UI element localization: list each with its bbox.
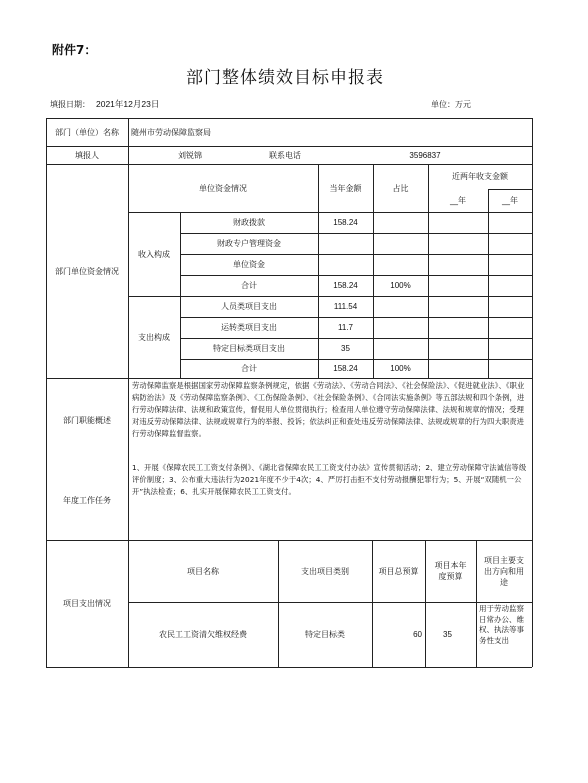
- project-usage-header: 项目主要支出方向和用途: [484, 555, 524, 587]
- income-row-name: 单位资金: [233, 260, 265, 269]
- unit-label: 单位：万元: [431, 100, 471, 109]
- fill-date-label: 填报日期：: [50, 100, 90, 109]
- attachment-label: 附件7：: [52, 43, 97, 57]
- project-year-budget: 35: [443, 630, 452, 639]
- tasks-text: 1、开展《保障农民工工资支付条例》、《湖北省保障农民工工资支付办法》宣传贯彻活动；2、建立劳动保障守法诚信等级评价制度；3、公布重大违法行为2021年度不少于4次；4、严厉打击拒不支付劳动报酬犯罪行为；5、开展“双随机一公开”执法检查；6、扎实开展保障农民工工资支付。: [132, 463, 527, 496]
- fill-date: 2021年12月23日: [96, 99, 160, 109]
- income-row-name: 财政拨款: [233, 218, 265, 227]
- expense-label: 支出构成: [138, 332, 170, 342]
- page-title: 部门整体绩效目标申报表: [186, 68, 384, 88]
- funds-overall-header: 单位资金情况: [199, 183, 247, 193]
- year-a-header: __年: [450, 196, 466, 205]
- dept-name-label: 部门（单位）名称: [55, 127, 119, 137]
- project-usage: 用于劳动监察日常办公、维权、执法等事务性支出: [479, 604, 524, 645]
- funds-section-label: 部门单位资金情况: [55, 266, 119, 276]
- expense-row-name: 人员类项目支出: [221, 302, 277, 311]
- dept-name-value: 随州市劳动保障监察局: [131, 127, 211, 137]
- project-category: 特定目标类: [305, 630, 345, 639]
- duties-text: 劳动保障监察是根据国家劳动保障监察条例规定，依据《劳动法》、《劳动合同法》、《社会保险法》、《促进就业法》、《职业病防治法》及《劳动保障监察条例》、《工伤保险条例》、《社会保险条例》、《合同法实施条例》等五部法规和四个条例，进行劳动保障法律、法规和政策宣传，督促用人单位贯彻执行；检查用人单位遵守劳动保障法律、法规和规章的情况；受理对违反劳动保障法律、法规或规章行为的举报、投诉；依法纠正和查处违反劳动保障法律、法规或规章的行为四大职责进行劳动保障监督监察。: [132, 381, 525, 438]
- income-row-name: 财政专户管理资金: [217, 239, 281, 248]
- expense-row-name: 特定目标类项目支出: [213, 344, 285, 353]
- year-b-header: __年: [502, 196, 518, 205]
- project-total-budget: 60: [413, 630, 422, 639]
- filler-name: 刘锐锦: [178, 150, 202, 160]
- income-row-amount: 158.24: [333, 218, 358, 227]
- expense-row-name: 运转类项目支出: [221, 323, 277, 332]
- phone-label: 联系电话: [269, 150, 301, 160]
- income-total-share: 100%: [390, 281, 411, 290]
- share-header: 占比: [392, 183, 409, 193]
- projects-label: 项目支出情况: [63, 599, 111, 608]
- expense-row-amount: 35: [341, 344, 350, 353]
- recent-years-header: 近两年收支金额: [452, 172, 508, 181]
- income-label: 收入构成: [138, 249, 170, 259]
- expense-row-amount: 11.7: [338, 323, 353, 332]
- expense-total-share: 100%: [390, 364, 411, 373]
- income-row-amount: [318, 254, 373, 275]
- expense-row-amount: 111.54: [333, 302, 358, 311]
- tasks-label: 年度工作任务: [63, 495, 111, 505]
- income-total-amount: 158.24: [333, 281, 358, 290]
- project-name-header: 项目名称: [187, 566, 219, 576]
- income-row-amount: [318, 233, 373, 254]
- project-category-header: 支出项目类别: [301, 566, 349, 576]
- income-total-name: 合计: [241, 281, 257, 290]
- project-total-budget-header: 项目总预算: [378, 566, 419, 576]
- filler-label: 填报人: [75, 150, 99, 160]
- expense-total-amount: 158.24: [333, 364, 358, 373]
- duties-label: 部门职能概述: [63, 415, 111, 425]
- current-year-header: 当年金额: [329, 183, 362, 193]
- project-name: 农民工工资清欠维权经费: [159, 630, 247, 639]
- project-year-budget-header: 项目本年度预算: [434, 561, 467, 581]
- expense-total-name: 合计: [241, 364, 257, 373]
- phone-value: 3596837: [409, 150, 441, 160]
